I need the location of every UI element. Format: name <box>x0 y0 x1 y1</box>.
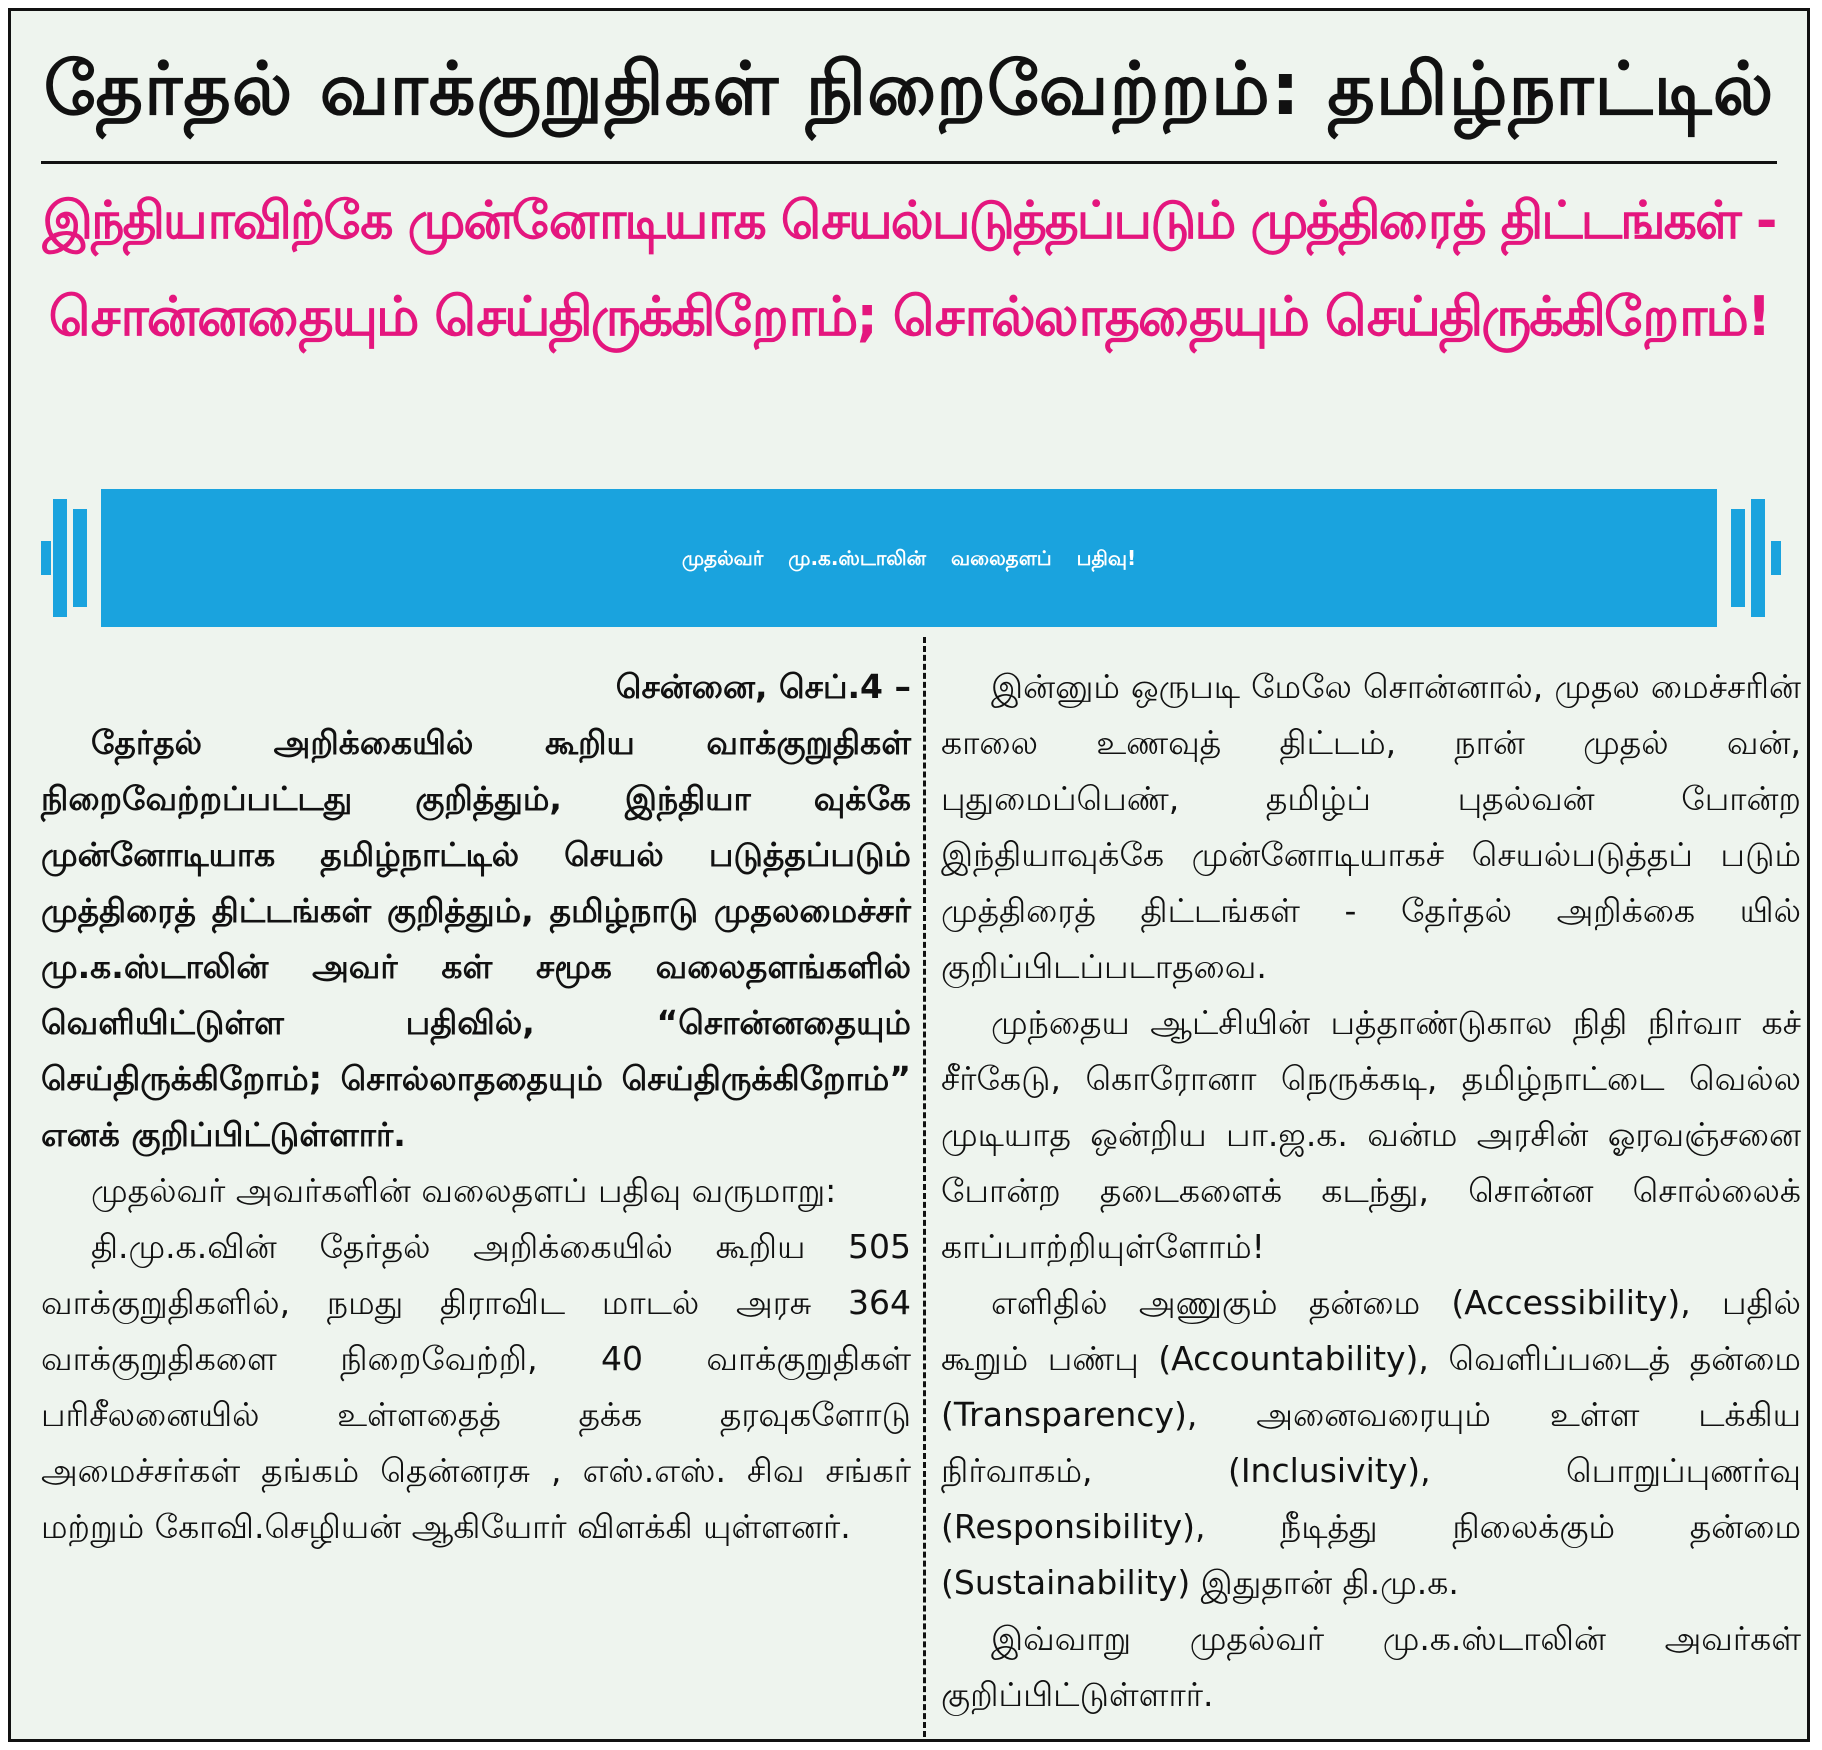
left-paragraph-1: தேர்தல் அறிக்கையில் கூறிய வாக்குறுதிகள் நிறைவேற்றப்பட்டது குறித்தும், இந்தியா வுக்கே முன்னோடியாக தமிழ்நாட்டில் செயல் படுத்தப்படும் முத்திரைத் திட்டங்கள் குறித்தும், தமிழ்நாடு முதலமைச்சர் மு.க.ஸ்டாலின் அவர் கள் சமூக வலைதளங்களில் வெளியிட்டுள்ள பதிவில், “சொன்னதையும் செய்திருக்கிறோம்; சொல்லாததையும் செய்திருக்கிறோம்” எனக் குறிப்பிட்டுள்ளார். <box>41 723 911 1154</box>
column-divider <box>923 637 926 1737</box>
sub-headline-line-1: இந்தியாவிற்கே முன்னோடியாக செயல்படுத்தப்படும் முத்திரைத் திட்டங்கள் - <box>42 191 1776 251</box>
banner-title: முதல்வர் மு.க.ஸ்டாலின் வலைதளப் பதிவு! <box>681 546 1137 570</box>
main-headline: தேர்தல் வாக்குறுதிகள் நிறைவேற்றம்: தமிழ்நாட்டில் <box>43 47 1775 132</box>
banner-ornament-left-1 <box>53 499 67 617</box>
newspaper-clipping <box>8 8 1810 1742</box>
sub-headline-line-2: சொன்னதையும் செய்திருக்கிறோம்; சொல்லாததையும் செய்திருக்கிறோம்! <box>48 285 1770 348</box>
right-paragraph-4: இவ்வாறு முதல்வர் மு.க.ஸ்டாலின் அவர்கள் குறிப்பிட்டுள்ளார். <box>941 1619 1801 1714</box>
banner-ornament-right-1 <box>1751 499 1765 617</box>
sub-headline <box>31 173 1787 365</box>
right-paragraph-3: எளிதில் அணுகும் தன்மை (Accessibility), பதில் கூறும் பண்பு (Accountability), வெளிப்படைத் தன்மை (Transparency), அனைவரையும் உள்ள டக்கிய நிர்வாகம், (Inclusivity), பொறுப்புணர்வு (Responsibility), நீடித்து நிலைக்கும் தன்மை (Sustainability) இதுதான் தி.மு.க. <box>941 1283 1801 1602</box>
banner-ornament-right-2 <box>1731 509 1745 607</box>
right-column <box>941 659 1801 1723</box>
headline-rule <box>41 161 1777 164</box>
right-paragraph-1: இன்னும் ஒருபடி மேலே சொன்னால், முதல மைச்சரின் காலை உணவுத் திட்டம், நான் முதல் வன், புதுமைப்பெண், தமிழ்ப் புதல்வன் போன்ற இந்தியாவுக்கே முன்னோடியாகச் செயல்படுத்தப் படும் முத்திரைத் திட்டங்கள் - தேர்தல் அறிக்கை யில் குறிப்பிடப்படாதவை. <box>941 667 1801 986</box>
banner-ornament-right-3 <box>1771 541 1781 575</box>
left-column <box>41 659 911 1555</box>
left-paragraph-3: தி.மு.க.வின் தேர்தல் அறிக்கையில் கூறிய 505 வாக்குறுதிகளில், நமது திராவிட மாடல் அரசு 364 வாக்குறுதிகளை நிறைவேற்றி, 40 வாக்குறுதிகள் பரிசீலனையில் உள்ளதைத் தக்க தரவுகளோடு அமைச்சர்கள் தங்கம் தென்னரசு , எஸ்.எஸ். சிவ சங்கர் மற்றும் கோவி.செழியன் ஆகியோர் விளக்கி யுள்ளனர். <box>41 1227 911 1546</box>
dateline: சென்னை, செப்.4 – <box>615 667 911 706</box>
right-paragraph-2: முந்தைய ஆட்சியின் பத்தாண்டுகால நிதி நிர்வா கச் சீர்கேடு, கொரோனா நெருக்கடி, தமிழ்நாட்டை வெல்ல முடியாத ஒன்றிய பா.ஜ.க. வன்ம அரசின் ஓரவஞ்சனை போன்ற தடைகளைக் கடந்து, சொன்ன சொல்லைக் காப்பாற்றியுள்ளோம்! <box>941 1003 1801 1266</box>
left-paragraph-2: முதல்வர் அவர்களின் வலைதளப் பதிவு வருமாறு: <box>91 1171 837 1210</box>
title-banner <box>101 489 1717 627</box>
banner-ornament-left-3 <box>41 541 51 575</box>
banner-ornament-left-2 <box>73 509 87 607</box>
